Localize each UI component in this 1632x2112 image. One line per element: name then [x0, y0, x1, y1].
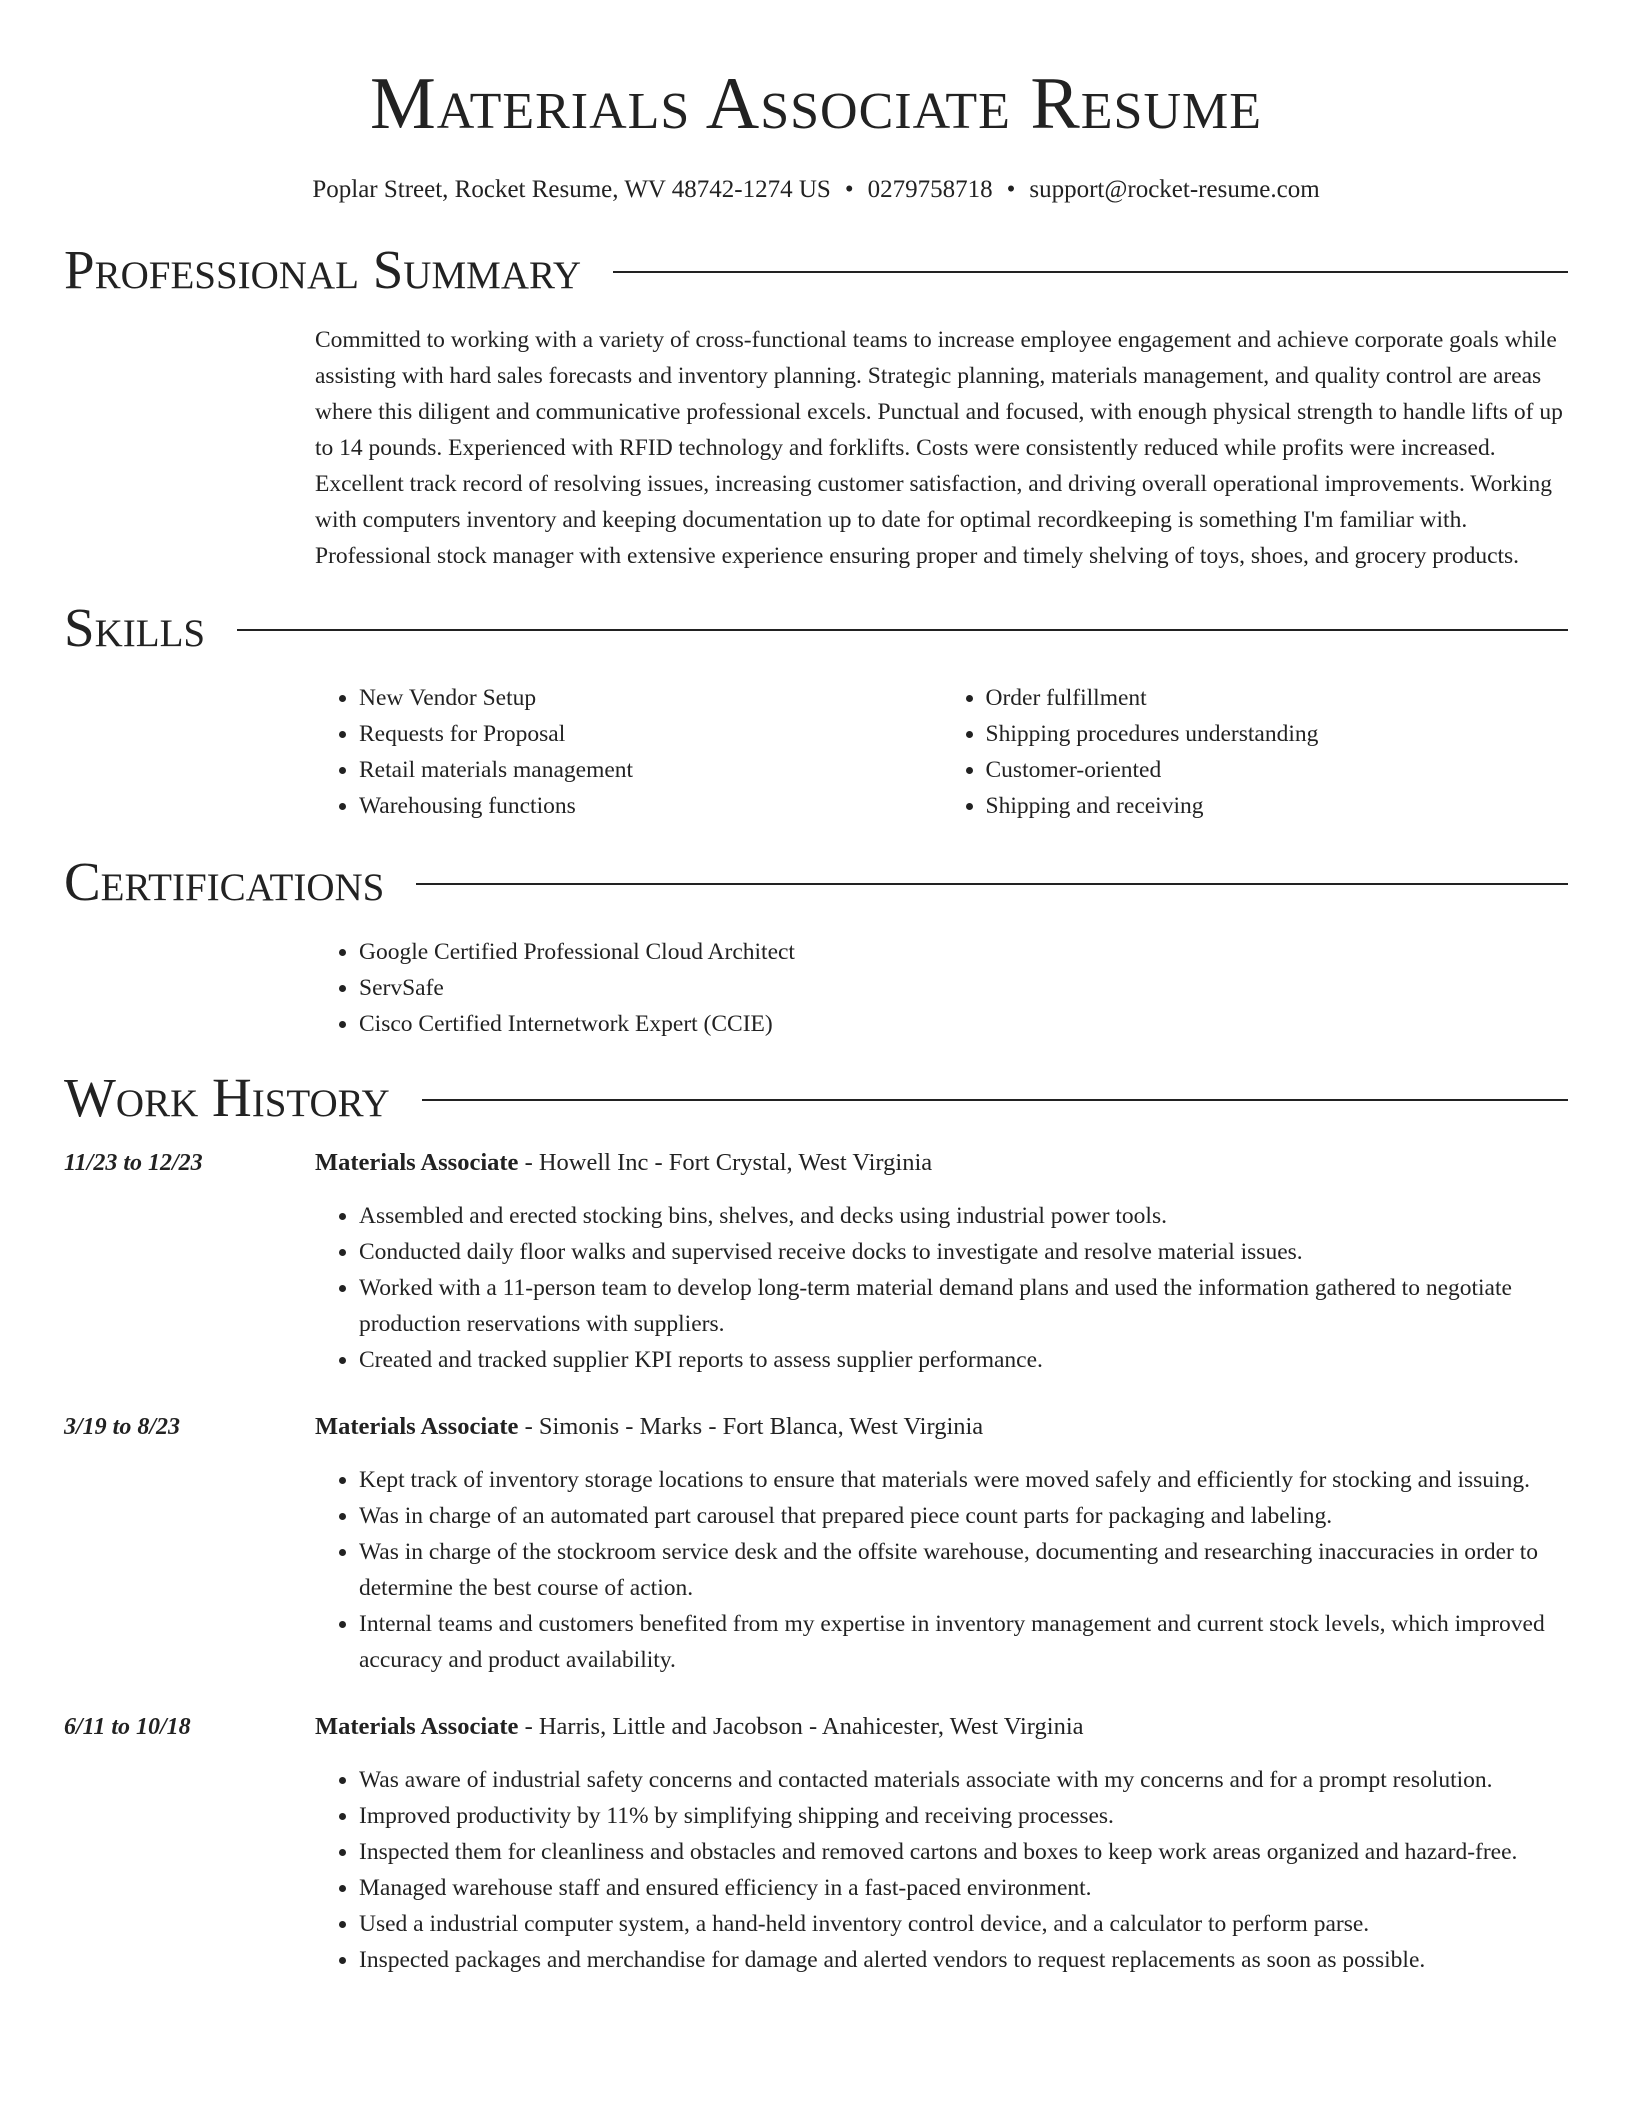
skills-list-left — [315, 680, 942, 824]
skill-item: • Shipping and receiving — [986, 788, 1569, 824]
summary-text: Committed to working with a variety of cross-functional teams to increase employee engagement and achieve corporate goals while assisting with hard sales forecasts and inventory planning. Strategic planning, materials management, and quality control are areas where this diligent and communicative professional excels. Punctual and focused, with enough physical strength to handle lifts of up to 14 pounds. Experienced with RFID technology and forklifts. Costs were consistently reduced while profits were increased. Excellent track record of resolving issues, increasing customer satisfaction, and driving overall operational improvements. Working with computers inventory and keeping documentation up to date for optimal recordkeeping is something I'm familiar with. Professional stock manager with extensive experience ensuring proper and timely shelving of toys, shoes, and grocery products. — [315, 327, 1563, 569]
job-title-line — [315, 1410, 1568, 1444]
certifications-section — [64, 852, 1568, 1042]
skills-heading-row — [64, 598, 1568, 658]
job-title-line — [315, 1146, 1568, 1180]
section-divider — [422, 1099, 1568, 1101]
job-bullet: • Created and tracked supplier KPI reports to assess supplier performance. — [359, 1342, 1568, 1378]
job-entry — [64, 1710, 1568, 1978]
contact-phone: 0279758718 — [867, 176, 993, 203]
work-history-heading: Work History — [64, 1067, 390, 1128]
job-bullets — [315, 1198, 1568, 1378]
summary-body — [315, 322, 1568, 574]
job-bullet: • Used a industrial computer system, a hand-held inventory control device, and a calculator to perform parse. — [359, 1906, 1568, 1942]
job-dates: 6/11 to 10/18 — [64, 1714, 191, 1740]
job-bullet: • Inspected packages and merchandise for damage and alerted vendors to request replacements as soon as possible. — [359, 1942, 1568, 1978]
job-bullet: • Improved productivity by 11% by simplifying shipping and receiving processes. — [359, 1798, 1568, 1834]
skills-body — [315, 680, 1568, 824]
job-bullets — [315, 1462, 1568, 1678]
skill-item: • Requests for Proposal — [359, 716, 942, 752]
job-role: Materials Associate — [315, 1713, 519, 1740]
contact-separator: • — [1006, 176, 1016, 203]
work-history-section — [64, 1068, 1568, 1978]
job-employer: - Simonis - Marks - Fort Blanca, West Virginia — [518, 1413, 984, 1440]
work-history-heading-row — [64, 1068, 1568, 1128]
certifications-body — [315, 934, 1568, 1042]
summary-section — [64, 240, 1568, 574]
skill-item: • Warehousing functions — [359, 788, 942, 824]
certification-item: • ServSafe — [359, 970, 1568, 1006]
skill-item: • Customer-oriented — [986, 752, 1569, 788]
certification-item: • Google Certified Professional Cloud Architect — [359, 934, 1568, 970]
job-bullet: • Worked with a 11-person team to develop long-term material demand plans and used the information gathered to negotiate production reservations with suppliers. — [359, 1270, 1568, 1342]
job-body — [315, 1410, 1568, 1678]
skills-grid — [315, 680, 1568, 824]
skills-section — [64, 598, 1568, 824]
job-bullet: • Inspected them for cleanliness and obstacles and removed cartons and boxes to keep work areas organized and hazard-free. — [359, 1834, 1568, 1870]
job-dates: 3/19 to 8/23 — [64, 1414, 181, 1440]
job-employer: - Harris, Little and Jacobson - Anahicester, West Virginia — [518, 1713, 1084, 1740]
job-dates: 11/23 to 12/23 — [64, 1150, 203, 1176]
skills-heading: Skills — [64, 597, 206, 658]
job-bullet: • Managed warehouse staff and ensured efficiency in a fast-paced environment. — [359, 1870, 1568, 1906]
resume-title: Materials Associate Resume — [369, 63, 1262, 145]
contact-line — [64, 174, 1568, 206]
job-role: Materials Associate — [315, 1413, 519, 1440]
job-bullets — [315, 1762, 1568, 1978]
job-bullet: • Internal teams and customers benefited from my expertise in inventory management and current stock levels, which improved accuracy and product availability. — [359, 1606, 1568, 1678]
job-title-line — [315, 1710, 1568, 1744]
section-divider — [237, 629, 1568, 631]
job-bullet: • Conducted daily floor walks and supervised receive docks to investigate and resolve material issues. — [359, 1234, 1568, 1270]
contact-email[interactable]: support@rocket-resume.com — [1029, 176, 1320, 203]
contact-separator: • — [844, 176, 854, 203]
job-bullet: • Was in charge of an automated part carousel that prepared piece count parts for packaging and labeling. — [359, 1498, 1568, 1534]
job-role: Materials Associate — [315, 1149, 519, 1176]
job-body — [315, 1710, 1568, 1978]
skills-list-right — [942, 680, 1569, 824]
section-divider — [613, 271, 1568, 273]
job-entry — [64, 1410, 1568, 1678]
job-body — [315, 1146, 1568, 1378]
skill-item: • Order fulfillment — [986, 680, 1569, 716]
certifications-heading: Certifications — [64, 851, 385, 912]
job-bullet: • Kept track of inventory storage locations to ensure that materials were moved safely and efficiently for stocking and issuing. — [359, 1462, 1568, 1498]
section-divider — [416, 883, 1568, 885]
skill-item: • New Vendor Setup — [359, 680, 942, 716]
skill-item: • Retail materials management — [359, 752, 942, 788]
job-bullet: • Assembled and erected stocking bins, shelves, and decks using industrial power tools. — [359, 1198, 1568, 1234]
certifications-heading-row — [64, 852, 1568, 912]
summary-heading-row — [64, 240, 1568, 300]
contact-address: Poplar Street, Rocket Resume, WV 48742-1274 US — [312, 176, 831, 203]
job-bullet: • Was in charge of the stockroom service desk and the offsite warehouse, documenting and researching inaccuracies in order to determine the best course of action. — [359, 1534, 1568, 1606]
certification-item: • Cisco Certified Internetwork Expert (CCIE) — [359, 1006, 1568, 1042]
job-employer: - Howell Inc - Fort Crystal, West Virginia — [518, 1149, 933, 1176]
job-bullet: • Was aware of industrial safety concerns and contacted materials associate with my concerns and for a prompt resolution. — [359, 1762, 1568, 1798]
summary-heading: Professional Summary — [64, 239, 582, 300]
job-entry — [64, 1146, 1568, 1378]
skill-item: • Shipping procedures understanding — [986, 716, 1569, 752]
certifications-list — [315, 934, 1568, 1042]
